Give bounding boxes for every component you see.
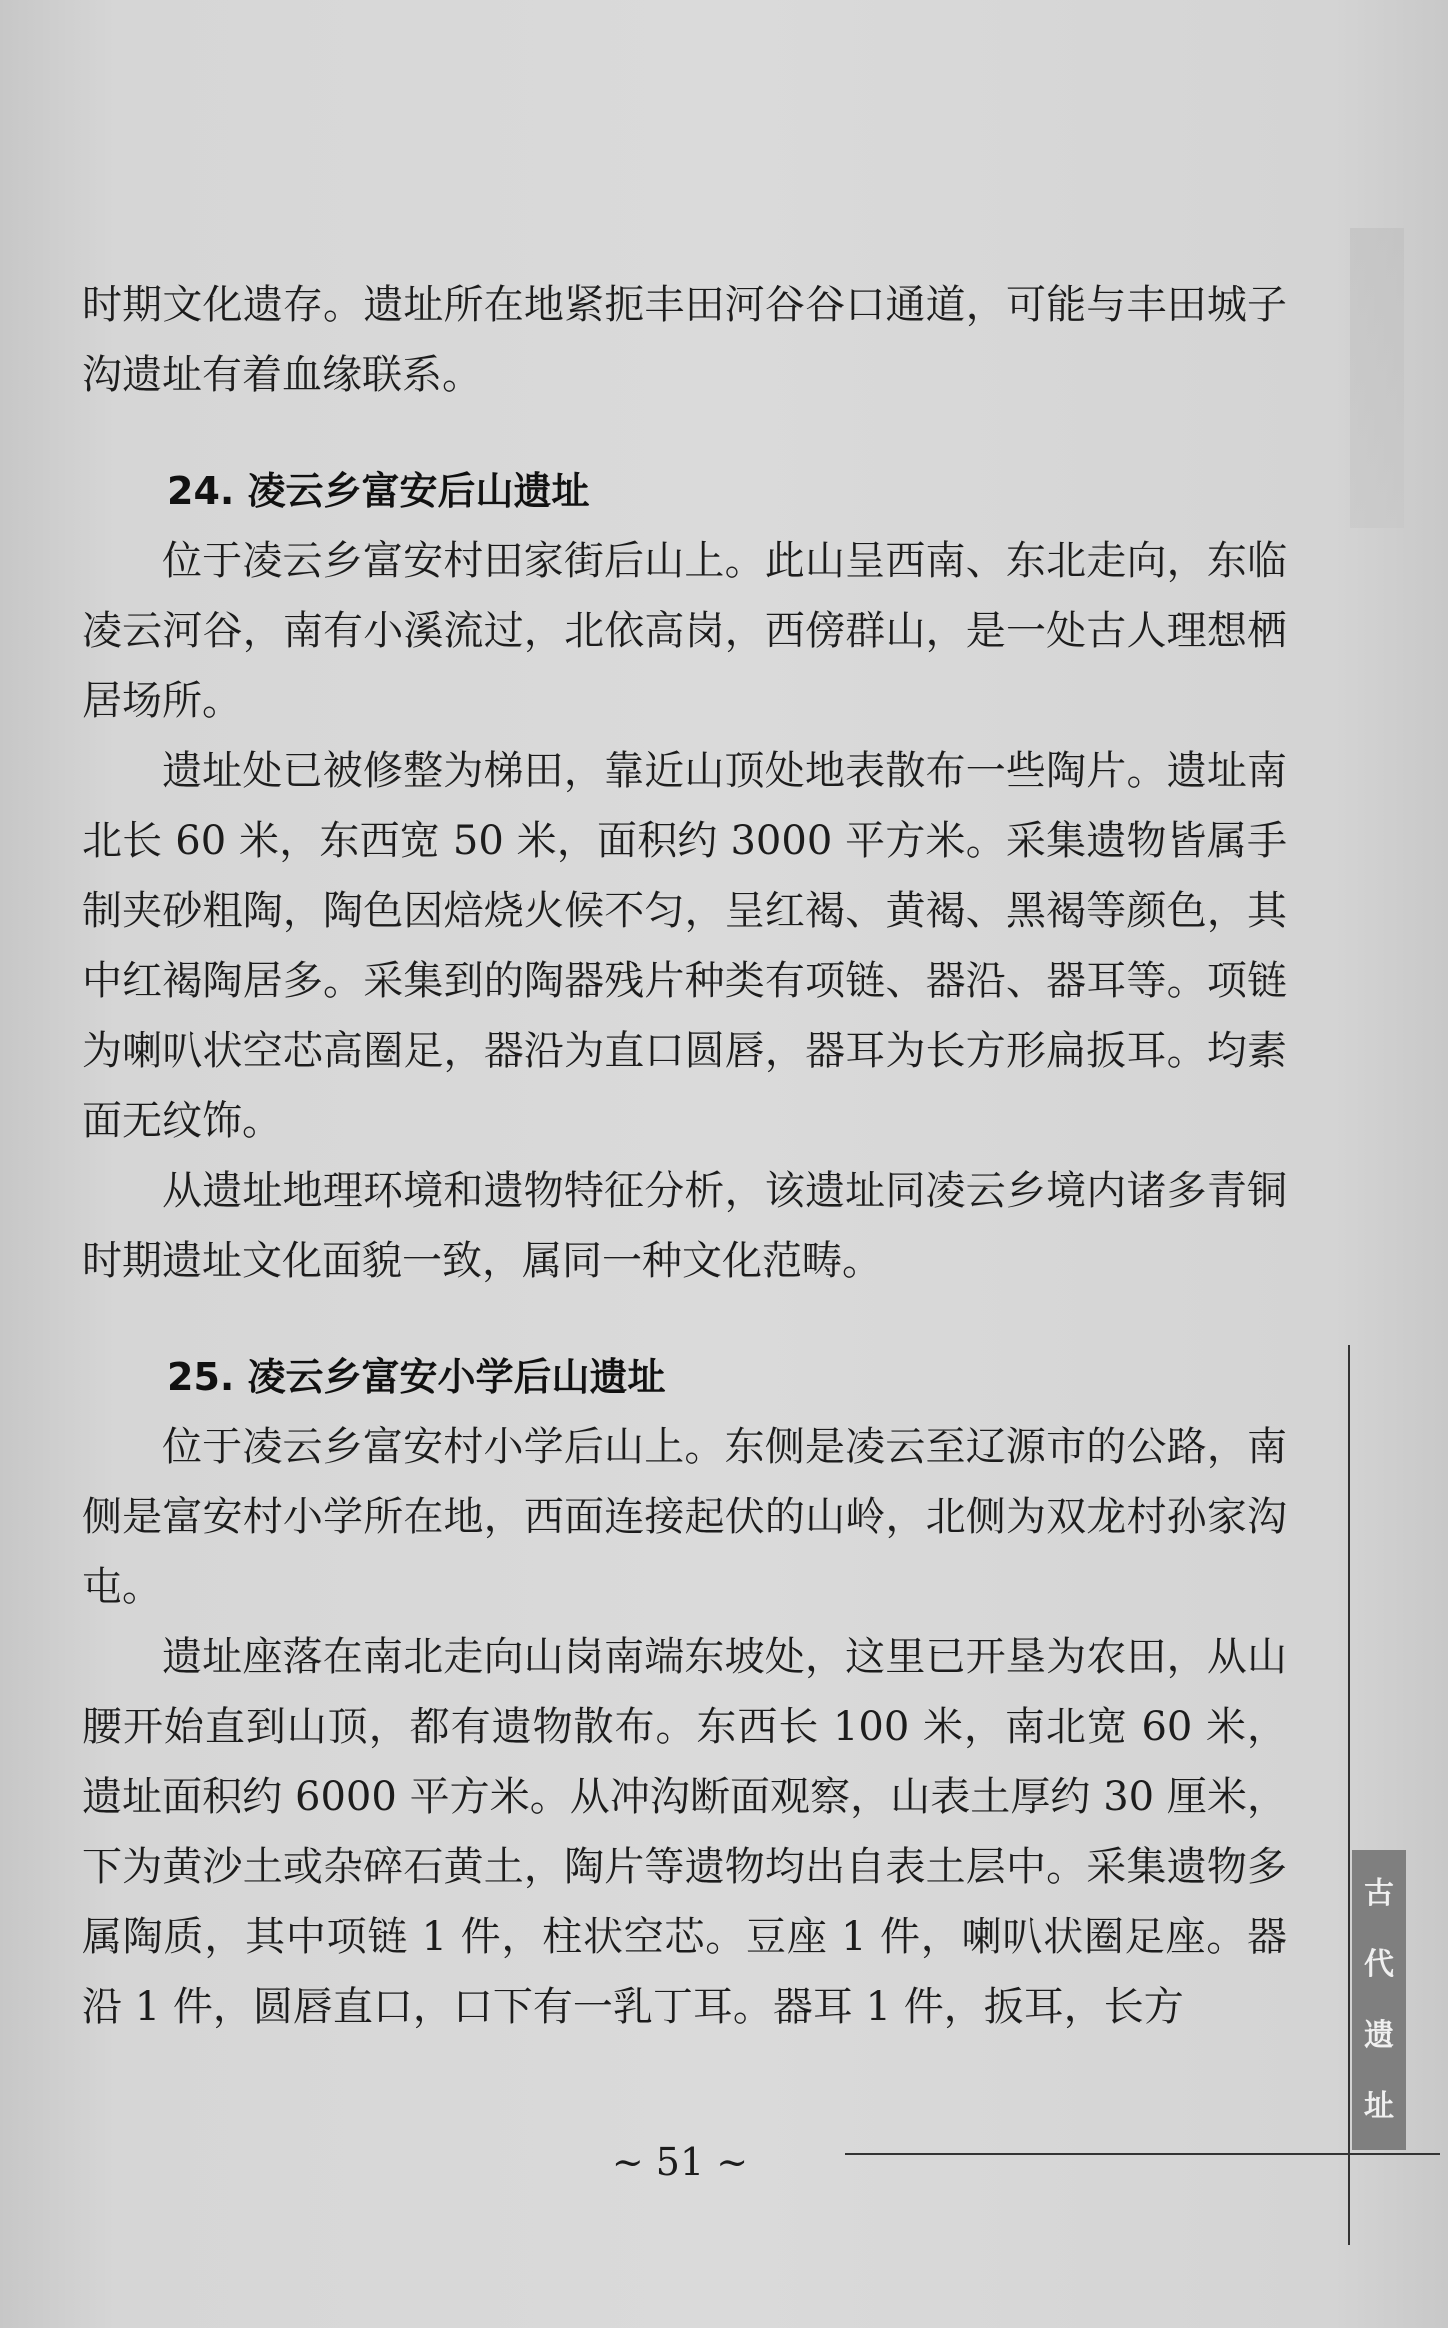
side-vertical-rule	[1348, 1345, 1350, 2245]
paragraph-description-24: 遗址处已被修整为梯田，靠近山顶处地表散布一些陶片。遗址南北长 60 米，东西宽 50 米，面积约 3000 平方米。采集遗物皆属手制夹砂粗陶，陶色因焙烧火候不匀，呈红褐、黄褐、黑褐等颜色，其中红褐陶居多。采集到的陶器残片种类有项链、器沿、器耳等。项链为喇叭状空芯高圈足，器沿为直口圆唇，器耳为长方形扁扳耳。均素面无纹饰。	[82, 748, 1287, 1144]
paragraph-description-25: 遗址座落在南北走向山岗南端东坡处，这里已开垦为农田，从山腰开始直到山顶，都有遗物散布。东西长 100 米，南北宽 60 米，遗址面积约 6000 平方米。从冲沟断面观察，山表土厚约 30 厘米，下为黄沙土或杂碎石黄土，陶片等遗物均出自表土层中。采集遗物多属陶质，其中项链 1 件，柱状空芯。豆座 1 件，喇叭状圈足座。器沿 1 件，圆唇直口，口下有一乳丁耳。器耳 1 件，扳耳，长方	[82, 1634, 1287, 2030]
page-content	[82, 270, 1287, 2042]
section-heading-24: 24. 凌云乡富安后山遗址	[167, 469, 590, 513]
side-tab-char: 址	[1364, 2088, 1394, 2124]
paragraph-location-25: 位于凌云乡富安村小学后山上。东侧是凌云至辽源市的公路，南侧是富安村小学所在地，西面连接起伏的山岭，北侧为双龙村孙家沟屯。	[82, 1424, 1287, 1610]
section-heading-25: 25. 凌云乡富安小学后山遗址	[167, 1355, 666, 1399]
section-side-tab	[1352, 1850, 1406, 2150]
paragraph-location-24: 位于凌云乡富安村田家街后山上。此山呈西南、东北走向，东临凌云河谷，南有小溪流过，北依高岗，西傍群山，是一处古人理想栖居场所。	[82, 538, 1287, 724]
side-tab-shadow	[1350, 228, 1404, 528]
side-tab-char: 代	[1364, 1946, 1394, 1982]
paragraph-analysis-24: 从遗址地理环境和遗物特征分析，该遗址同凌云乡境内诸多青铜时期遗址文化面貌一致，属同一种文化范畴。	[82, 1168, 1287, 1284]
paragraph-continuation: 时期文化遗存。遗址所在地紧扼丰田河谷谷口通道，可能与丰田城子沟遗址有着血缘联系。	[82, 282, 1287, 398]
side-tab-char: 古	[1364, 1875, 1394, 1911]
footer-horizontal-rule	[845, 2153, 1440, 2155]
page-number: ~ 51 ~	[611, 2140, 749, 2184]
side-tab-char: 遗	[1364, 2017, 1394, 2053]
